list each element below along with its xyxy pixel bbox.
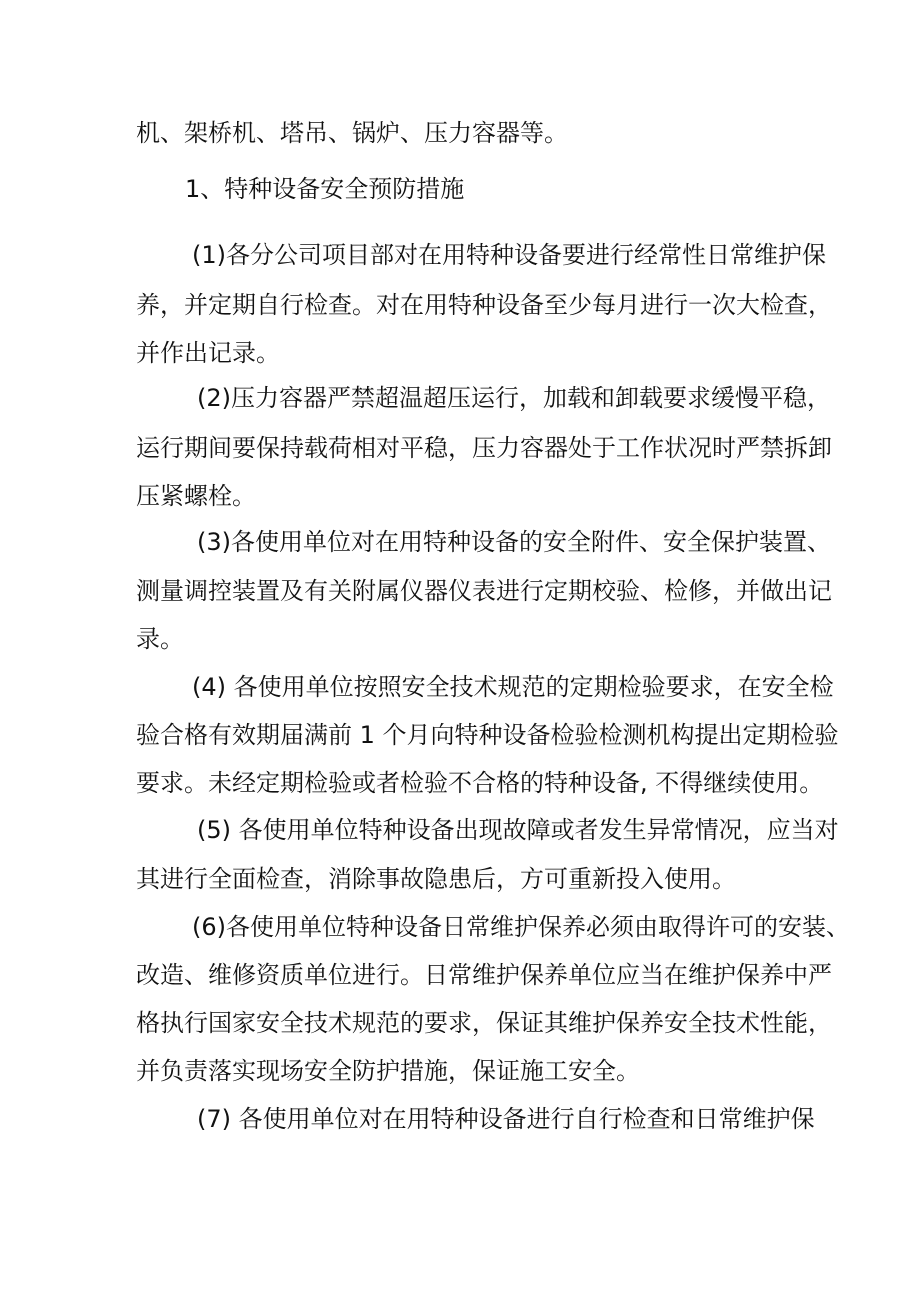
paragraph-1-line-2: 养，并定期自行检查。对在用特种设备至少每月进行一次大检查， [136,291,832,319]
paragraph-2-line-2: 运行期间要保持载荷相对平稳，压力容器处于工作状况时严禁拆卸 [136,434,832,462]
paragraph-4-line-1: (4) 各使用单位按照安全技术规范的定期检验要求，在安全检 [192,673,834,701]
paragraph-5-line-1: (5) 各使用单位特种设备出现故障或者发生异常情况，应当对 [197,816,839,844]
paragraph-2-line-1: (2)压力容器严禁超温超压运行，加载和卸载要求缓慢平稳， [197,384,831,412]
paragraph-3-line-2: 测量调控装置及有关附属仪器仪表进行定期校验、检修，并做出记 [136,577,832,605]
paragraph-6-line-2: 改造、维修资质单位进行。日常维护保养单位应当在维护保养中严 [136,961,832,989]
paragraph-3-line-3: 录。 [136,625,184,653]
paragraph-6-line-4: 并负责落实现场安全防护措施，保证施工安全。 [136,1057,640,1085]
continuation-line: 机、架桥机、塔吊、锅炉、压力容器等。 [136,119,568,147]
paragraph-6-line-1: (6)各使用单位特种设备日常维护保养必须由取得许可的安装、 [192,913,850,941]
paragraph-1-line-1: (1)各分公司项目部对在用特种设备要进行经常性日常维护保 [192,241,826,269]
paragraph-5-line-2: 其进行全面检查，消除事故隐患后，方可重新投入使用。 [136,865,736,893]
paragraph-4-line-2: 验合格有效期届满前 1 个月向特种设备检验检测机构提出定期检验 [136,721,839,749]
paragraph-1-line-3: 并作出记录。 [136,339,280,367]
paragraph-7-line-1: (7) 各使用单位对在用特种设备进行自行检查和日常维护保 [197,1105,815,1133]
paragraph-3-line-1: (3)各使用单位对在用特种设备的安全附件、安全保护装置、 [197,528,831,556]
paragraph-6-line-3: 格执行国家安全技术规范的要求，保证其维护保养安全技术性能， [136,1009,832,1037]
section-heading: 1、特种设备安全预防措施 [185,175,465,203]
paragraph-2-line-3: 压紧螺栓。 [136,482,256,510]
paragraph-4-line-3: 要求。未经定期检验或者检验不合格的特种设备, 不得继续使用。 [136,769,824,797]
